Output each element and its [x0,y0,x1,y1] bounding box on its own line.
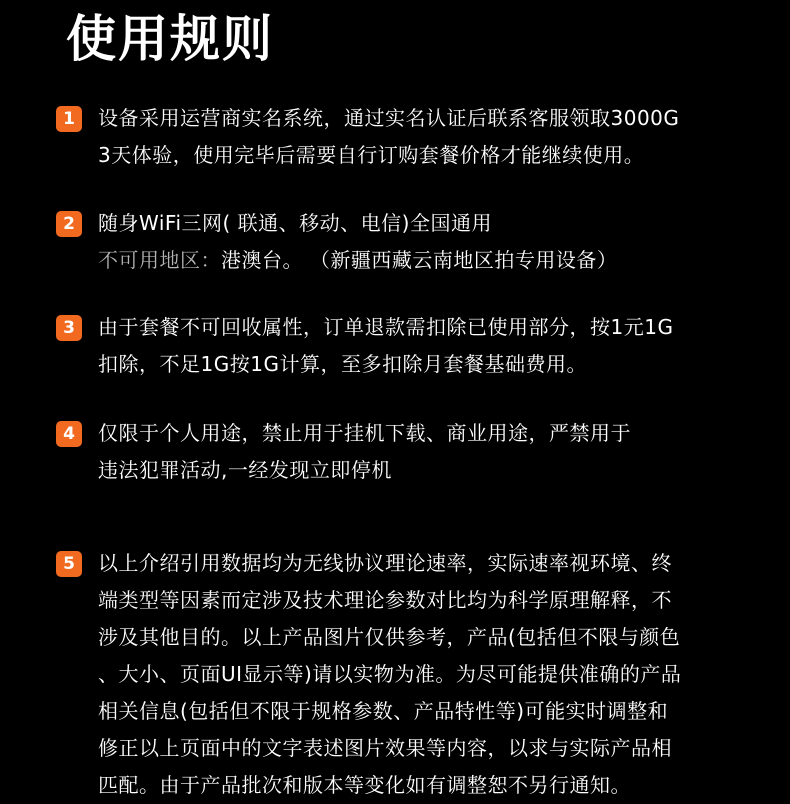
restricted-area-label: 不可用地区： [98,248,221,272]
rule-line: 3天体验，使用完毕后需要自行订购套餐价格才能继续使用。 [98,143,645,167]
rule-text [98,100,768,174]
rule-line: 由于套餐不可回收属性，订单退款需扣除已使用部分，按1元1G [98,315,674,339]
rule-number-badge: 1 [56,106,82,132]
rule-line: 扣除，不足1G按1G计算，至多扣除月套餐基础费用。 [98,352,587,376]
rule-text [98,545,768,804]
rule-line: 仅限于个人用途，禁止用于挂机下载、商业用途，严禁用于 [98,421,631,445]
restricted-area-value: 港澳台。 （新疆西藏云南地区拍专用设备） [221,248,618,272]
rule-number-badge: 5 [56,551,82,577]
rule-line: 匹配。由于产品批次和版本等变化如有调整恕不另行通知。 [98,773,631,797]
rule-line: 设备采用运营商实名系统，通过实名认证后联系客服领取3000G [98,106,680,130]
rule-number-badge: 4 [56,421,82,447]
rule-text [98,205,768,279]
rule-line: 相关信息(包括但不限于规格参数、产品特性等)可能实时调整和 [98,699,669,723]
rule-number-badge: 3 [56,315,82,341]
rule-line: 以上介绍引用数据均为无线协议理论速率，实际速率视环境、终 [98,551,672,575]
rule-number-badge: 2 [56,211,82,237]
page-title: 使用规则 [66,10,274,68]
restricted-area-line [98,242,768,279]
rule-text [98,415,768,489]
rule-line: 、大小、页面UI显示等)请以实物为准。为尽可能提供准确的产品 [98,662,682,686]
rule-line: 修正以上页面中的文字表述图片效果等内容，以求与实际产品相 [98,736,672,760]
rule-line: 违法犯罪活动,一经发现立即停机 [98,458,392,482]
rule-line: 涉及其他目的。以上产品图片仅供参考，产品(包括但不限与颜色 [98,625,681,649]
rule-line: 随身WiFi三网( 联通、移动、电信)全国通用 [98,211,492,235]
rule-line: 端类型等因素而定涉及技术理论参数对比均为科学原理解释，不 [98,588,672,612]
rule-text [98,309,768,383]
